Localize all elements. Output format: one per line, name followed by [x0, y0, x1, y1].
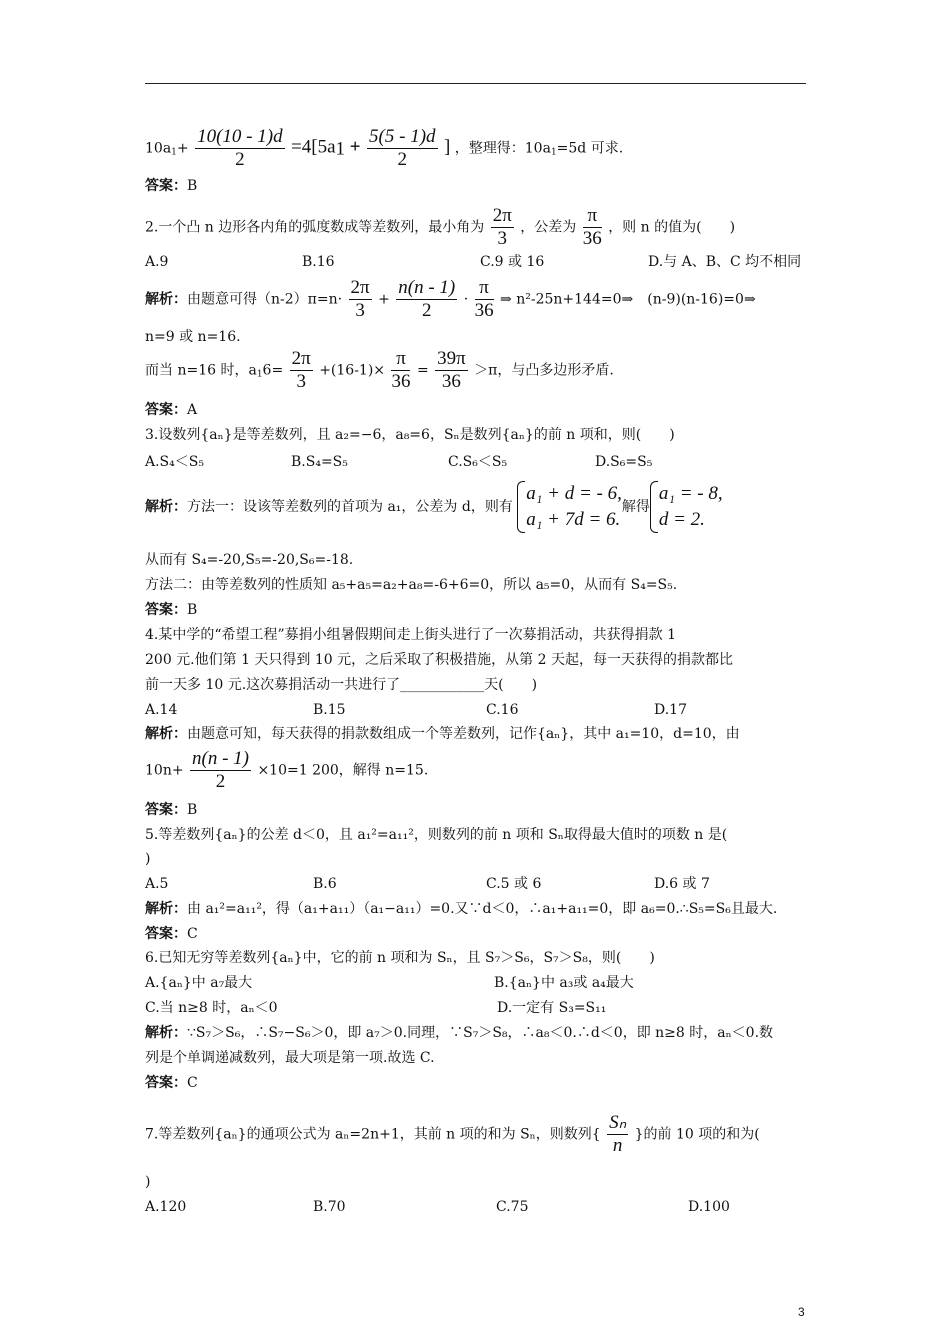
answer-line: 答案：B [145, 802, 198, 818]
option-d: D.100 [688, 1199, 730, 1215]
question-3-analysis-line2: 从而有 S₄=-20,S₅=-20,S₆=-18. [145, 552, 354, 568]
option-b: B.15 [313, 702, 346, 718]
option-b: B.16 [302, 254, 335, 270]
header-rule [145, 83, 806, 84]
option-c: C.9 或 16 [480, 254, 545, 270]
answer-line: 答案：A [145, 402, 198, 418]
option-b: B.70 [313, 1199, 346, 1215]
prev-solution-line: $10a_1+$ $\frac{10(10 - 1)d}{2}$ $=4[5a_1$ + $\frac{5(5 - 1)d}{2}$ ] ，整理得：$10a_1=5d$ 可求. [145, 126, 624, 170]
question-2-analysis: 解析：由题意可得（n-2）π=n· $\frac{2\pi}{3}$ + $\frac{n(n - 1)}{2}$ · $\frac{\pi}{36}$ ⇒ n²-25n+144=0⇒ (n-9)(n-16)=0⇒ [145, 277, 756, 321]
question-5-line2: ) [145, 851, 151, 867]
question-3-analysis: 解析：方法一：设该等差数列的首项为 a₁，公差为 d，则有 a₁ + d = - 6, a₁ + 7d = 6. 解得 a₁ = - 8, d = 2. [145, 481, 723, 533]
question-4-line3: 前一天多 10 元.这次募捐活动一共进行了____________天( ) [145, 677, 538, 693]
option-d: D.一定有 S₃=S₁₁ [497, 1000, 607, 1016]
answer-line: 答案：C [145, 926, 198, 942]
option-c: C.5 或 6 [486, 876, 542, 892]
answer-line: 答案：B [145, 178, 198, 194]
question-4-analysis: 解析：由题意可知，每天获得的捐款数组成一个等差数列，记作{aₙ}，其中 a₁=10，d=10，由 [145, 726, 740, 742]
equation-system: a₁ = - 8, d = 2. [650, 481, 723, 533]
question-6-stem: 6.已知无穷等差数列{aₙ}中，它的前 n 项和为 Sₙ，且 S₇＞S₆，S₇＞S₈，则( ) [145, 950, 655, 966]
question-2-stem: 2.一个凸 n 边形各内角的弧度数成等差数列，最小角为 $\frac{2\pi}{3}$ ，公差为 $\frac{\pi}{36}$ ，则 n 的值为( ) [145, 205, 736, 249]
page-number: 3 [798, 1305, 805, 1319]
option-a: A.14 [145, 702, 178, 718]
option-d: D.S₆=S₅ [595, 454, 653, 470]
fraction: $\frac{10(10 - 1)d}{2}$ [197, 126, 283, 170]
question-6-analysis-line2: 列是个单调递减数列，最大项是第一项.故选 C. [145, 1050, 435, 1066]
question-5-line1: 5.等差数列{aₙ}的公差 d＜0，且 a₁²=a₁₁²，则数列的前 n 项和 Sₙ取得最大值时的项数 n 是( [145, 827, 728, 843]
equation-system: a₁ + d = - 6, a₁ + 7d = 6. [517, 481, 622, 533]
option-c: C.16 [486, 702, 519, 718]
question-3-stem: 3.设数列{aₙ}是等差数列，且 a₂=−6，a₈=6，Sₙ是数列{aₙ}的前 n 项和，则( ) [145, 427, 675, 443]
option-a: A.120 [145, 1199, 187, 1215]
option-a: A.S₄＜S₅ [145, 454, 204, 470]
question-5-analysis: 解析：由 a₁²=a₁₁²，得（a₁+a₁₁）（a₁−a₁₁）=0.又∵d＜0，∴a₁+a₁₁=0，即 a₆=0.∴S₅=S₆且最大. [145, 901, 778, 917]
question-4-line2: 200 元.他们第 1 天只得到 10 元，之后采取了积极措施，从第 2 天起，每一天获得的捐款都比 [145, 652, 733, 668]
option-c: C.75 [496, 1199, 529, 1215]
question-3-analysis-line3: 方法二：由等差数列的性质知 a₅+a₅=a₂+a₈=-6+6=0，所以 a₅=0，从而有 S₄=S₅. [145, 577, 678, 593]
option-c: C.当 n≥8 时，aₙ＜0 [145, 1000, 278, 1016]
question-7-stem: 7.等差数列{aₙ}的通项公式为 aₙ=2n+1，其前 n 项的和为 Sₙ，则数列{ $\frac{\text{Sₙ}}{n}$ }的前 10 项的和为( [145, 1112, 760, 1156]
option-b: B.6 [313, 876, 337, 892]
answer-line: 答案：C [145, 1075, 198, 1091]
option-d: D.与 A、B、C 均不相同 [648, 254, 802, 270]
question-7-line2: ) [145, 1174, 151, 1190]
answer-line: 答案：B [145, 602, 198, 618]
option-b: B.{aₙ}中 a₃或 a₄最大 [494, 975, 634, 991]
option-c: C.S₆＜S₅ [448, 454, 508, 470]
option-a: A.5 [145, 876, 169, 892]
question-6-analysis: 解析：∵S₇＞S₆，∴S₇−S₆＞0，即 a₇＞0.同理，∵S₇＞S₈，∴a₈＜0.∴d＜0，即 n≥8 时，aₙ＜0.数 [145, 1025, 774, 1041]
option-b: B.S₄=S₅ [291, 454, 348, 470]
question-4-line1: 4.某中学的“希望工程”募捐小组暑假期间走上街头进行了一次募捐活动，共获得捐款 1 [145, 627, 677, 643]
question-4-analysis-line2: 10n+ $\frac{n(n - 1)}{2}$ ×10=1 200，解得 n=15. [145, 748, 429, 792]
option-a: A.9 [145, 254, 169, 270]
option-a: A.{aₙ}中 a₇最大 [145, 975, 253, 991]
fraction: $\frac{5(5 - 1)d}{2}$ [369, 126, 436, 170]
question-2-analysis-line3: 而当 n=16 时，$a_16=$ $\frac{2\pi}{3}$ +(16-1)× $\frac{\pi}{36}$ = $\frac{39\pi}{36}$ ＞π，与凸多边形矛盾. [145, 348, 614, 392]
option-d: D.17 [654, 702, 687, 718]
question-2-analysis-line2: n=9 或 n=16. [145, 329, 241, 345]
option-d: D.6 或 7 [654, 876, 710, 892]
